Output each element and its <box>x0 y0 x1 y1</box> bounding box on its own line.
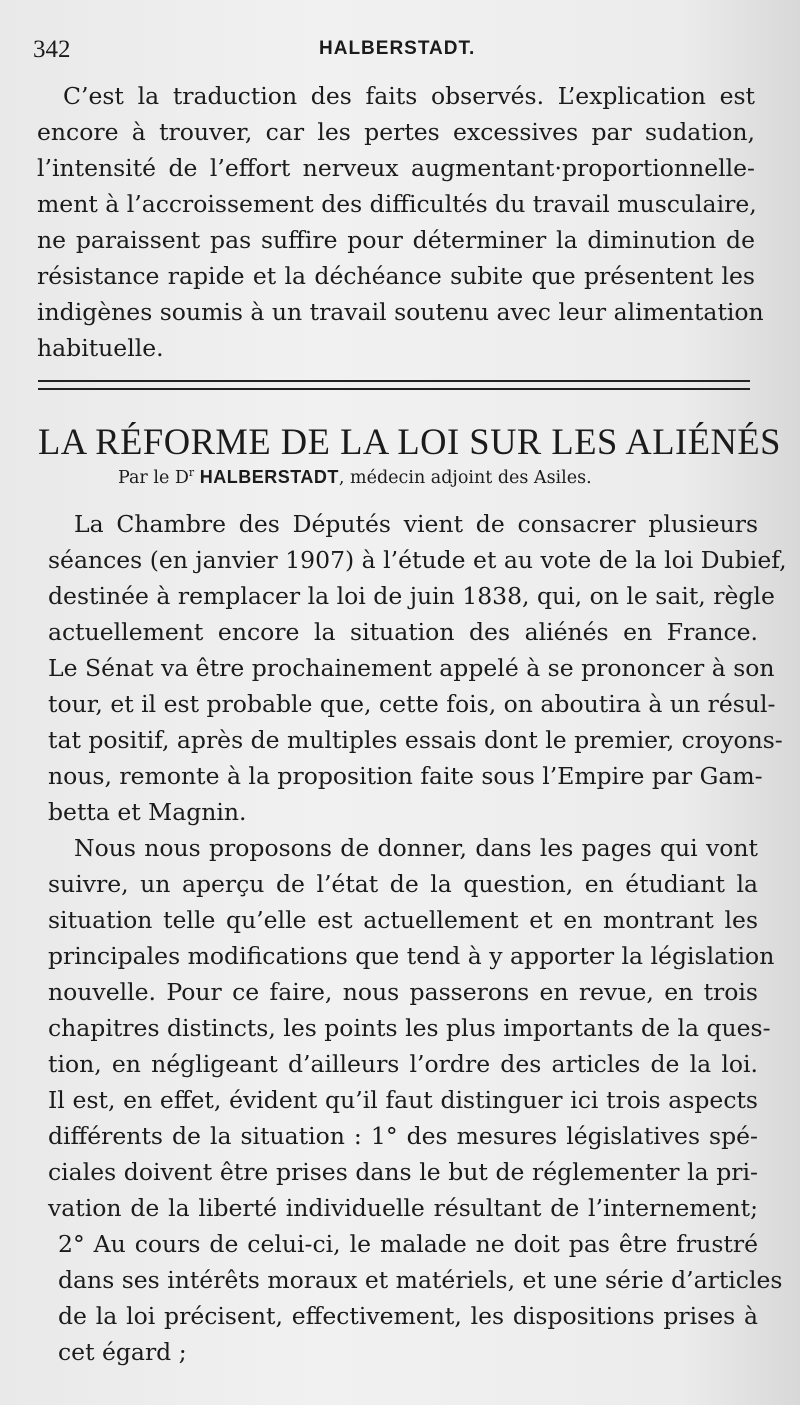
text-line: tat positif, après de multiples essais dont le premier, croyons- <box>48 726 783 754</box>
text-line: suivre, un aperçu de l’état de la question, en étudiant la <box>48 870 758 898</box>
article-byline <box>118 466 592 488</box>
text-line: indigènes soumis à un travail soutenu avec leur alimentation <box>37 298 764 326</box>
previous-section-text <box>37 78 764 366</box>
text-line: ciales doivent être prises dans le but de réglementer la pri- <box>48 1158 758 1186</box>
text-line: habituelle. <box>37 334 164 362</box>
section-divider-top <box>38 380 750 382</box>
running-title: HALBERSTADT. <box>319 38 476 59</box>
text-line: l’intensité de l’effort nerveux augmentant·proportionnelle- <box>37 154 755 182</box>
byline-author: HALBERSTADT <box>199 466 339 487</box>
text-line: Le Sénat va être prochainement appelé à se prononcer à son <box>48 654 775 682</box>
article-body <box>48 506 787 1370</box>
text-line: vation de la liberté individuelle résultant de l’internement; <box>48 1194 758 1222</box>
text-line: encore à trouver, car les pertes excessives par sudation, <box>37 118 755 146</box>
text-line: actuellement encore la situation des aliénés en France. <box>48 618 758 646</box>
text-line: de la loi précisent, effectivement, les dispositions prises à <box>58 1302 758 1330</box>
text-line: cet égard ; <box>58 1338 187 1366</box>
text-line: betta et Magnin. <box>48 798 247 826</box>
running-head <box>33 36 745 66</box>
page-number: 342 <box>33 36 71 63</box>
text-line: C’est la traduction des faits observés. L’explication est <box>63 82 755 110</box>
text-line: destinée à remplacer la loi de juin 1838, qui, on le sait, règle <box>48 582 775 610</box>
text-line: différents de la situation : 1° des mesures législatives spé- <box>48 1122 758 1150</box>
text-line: nous, remonte à la proposition faite sous l’Empire par Gam- <box>48 762 763 790</box>
section-divider-bottom <box>38 388 750 390</box>
byline-prefix-sup: r <box>188 466 195 479</box>
text-line: nouvelle. Pour ce faire, nous passerons en revue, en trois <box>48 978 758 1006</box>
text-line: La Chambre des Députés vient de consacrer plusieurs <box>74 510 758 538</box>
article-title: LA RÉFORME DE LA LOI SUR LES ALIÉNÉS <box>38 421 781 462</box>
text-line: dans ses intérêts moraux et matériels, et une série d’articles <box>58 1266 783 1294</box>
byline-prefix: Par le D <box>118 467 189 488</box>
text-line: Nous nous proposons de donner, dans les pages qui vont <box>74 834 758 862</box>
text-line: situation telle qu’elle est actuellement et en montrant les <box>48 906 758 934</box>
byline-suffix: , médecin adjoint des Asiles. <box>338 467 592 488</box>
text-line: chapitres distincts, les points les plus importants de la ques- <box>48 1014 771 1042</box>
text-line: tour, et il est probable que, cette fois, on aboutira à un résul- <box>48 690 776 718</box>
text-line: tion, en négligeant d’ailleurs l’ordre des articles de la loi. <box>48 1050 758 1078</box>
text-line: résistance rapide et la déchéance subite que présentent les <box>37 262 755 290</box>
text-line: 2° Au cours de celui-ci, le malade ne doit pas être frustré <box>58 1230 758 1258</box>
text-line: ne paraissent pas suffire pour déterminer la diminution de <box>37 226 755 254</box>
text-line: Il est, en effet, évident qu’il faut distinguer ici trois aspects <box>48 1086 758 1114</box>
text-line: séances (en janvier 1907) à l’étude et au vote de la loi Dubief, <box>48 546 787 574</box>
text-line: principales modifications que tend à y apporter la législation <box>48 942 775 970</box>
text-line: ment à l’accroissement des difficultés du travail musculaire, <box>37 190 757 218</box>
